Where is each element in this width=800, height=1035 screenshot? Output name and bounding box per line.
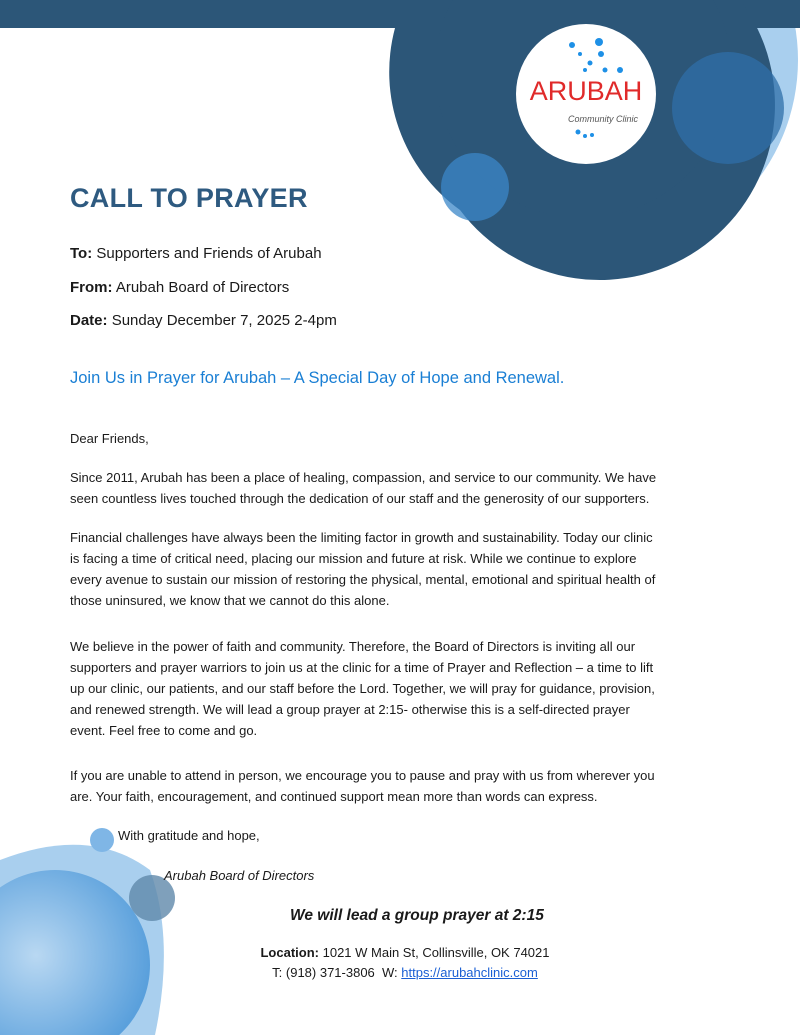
text-line: and renewed strength. We will lead a group prayer at 2:15- otherwise this is a self-directed prayer bbox=[70, 702, 630, 717]
text-line: every avenue to sustain our mission of restoring the physical, mental, emotional and spiritual health of bbox=[70, 572, 656, 587]
text-line: Financial challenges have always been the limiting factor in growth and sustainability. Today our clinic bbox=[70, 530, 653, 545]
paragraph-3 bbox=[70, 636, 655, 741]
date-value: Sunday December 7, 2025 2-4pm bbox=[111, 312, 337, 329]
from-line bbox=[70, 279, 289, 297]
from-value: Arubah Board of Directors bbox=[115, 279, 290, 296]
text-line: is facing a time of critical need, placing our mission and future at risk. While we continue to explore bbox=[70, 551, 637, 566]
page-title: CALL TO PRAYER bbox=[70, 183, 308, 213]
text-line: We believe in the power of faith and community. Therefore, the Board of Directors is inviting all our bbox=[70, 639, 636, 654]
date-label: Date: bbox=[70, 312, 108, 329]
contact-line bbox=[245, 965, 565, 981]
paragraph-2 bbox=[70, 527, 655, 611]
signature: Arubah Board of Directors bbox=[164, 868, 315, 883]
text-line: Since 2011, Arubah has been a place of healing, compassion, and service to our community. We have bbox=[70, 470, 657, 485]
text-line: supporters and prayer warriors to join us at the clinic for a time of Prayer and Reflection – a time to lift bbox=[70, 660, 654, 675]
phone: T: (918) 371-3806 W: bbox=[272, 965, 402, 980]
closing: With gratitude and hope, bbox=[118, 828, 260, 843]
lead-note: We will lead a group prayer at 2:15 bbox=[290, 907, 544, 924]
paragraph-1 bbox=[70, 467, 656, 509]
from-label: From: bbox=[70, 279, 113, 296]
text-line: seen countless lives touched through the dedication of our staff and the generosity of our supporters. bbox=[70, 491, 650, 506]
text-line: event. Feel free to come and go. bbox=[70, 723, 258, 738]
to-value: Supporters and Friends of Arubah bbox=[96, 245, 322, 262]
subheading: Join Us in Prayer for Arubah – A Special Day of Hope and Renewal. bbox=[70, 369, 565, 387]
to-line bbox=[70, 245, 322, 263]
arubah-logo bbox=[516, 24, 656, 164]
location-line bbox=[245, 945, 565, 961]
location-label: Location: bbox=[260, 945, 319, 960]
text-line: those uninsured, we know that we cannot do this alone. bbox=[70, 593, 390, 608]
text-line: If you are unable to attend in person, we encourage you to pause and pray with us from wherever you bbox=[70, 768, 655, 783]
website-link[interactable]: https://arubahclinic.com bbox=[401, 965, 538, 980]
date-line bbox=[70, 312, 337, 330]
text-line: up our clinic, our patients, and our staff before the Lord. Together, we will pray for guidance, provision, bbox=[70, 681, 655, 696]
location-value: 1021 W Main St, Collinsville, OK 74021 bbox=[322, 945, 550, 960]
to-label: To: bbox=[70, 245, 93, 262]
svg-text:ARUBAH: ARUBAH bbox=[529, 76, 643, 106]
svg-text:Community Clinic: Community Clinic bbox=[567, 114, 639, 124]
salutation: Dear Friends, bbox=[70, 431, 149, 446]
paragraph-4 bbox=[70, 765, 655, 807]
text-line: are. Your faith, encouragement, and continued support mean more than words can express. bbox=[70, 789, 598, 804]
